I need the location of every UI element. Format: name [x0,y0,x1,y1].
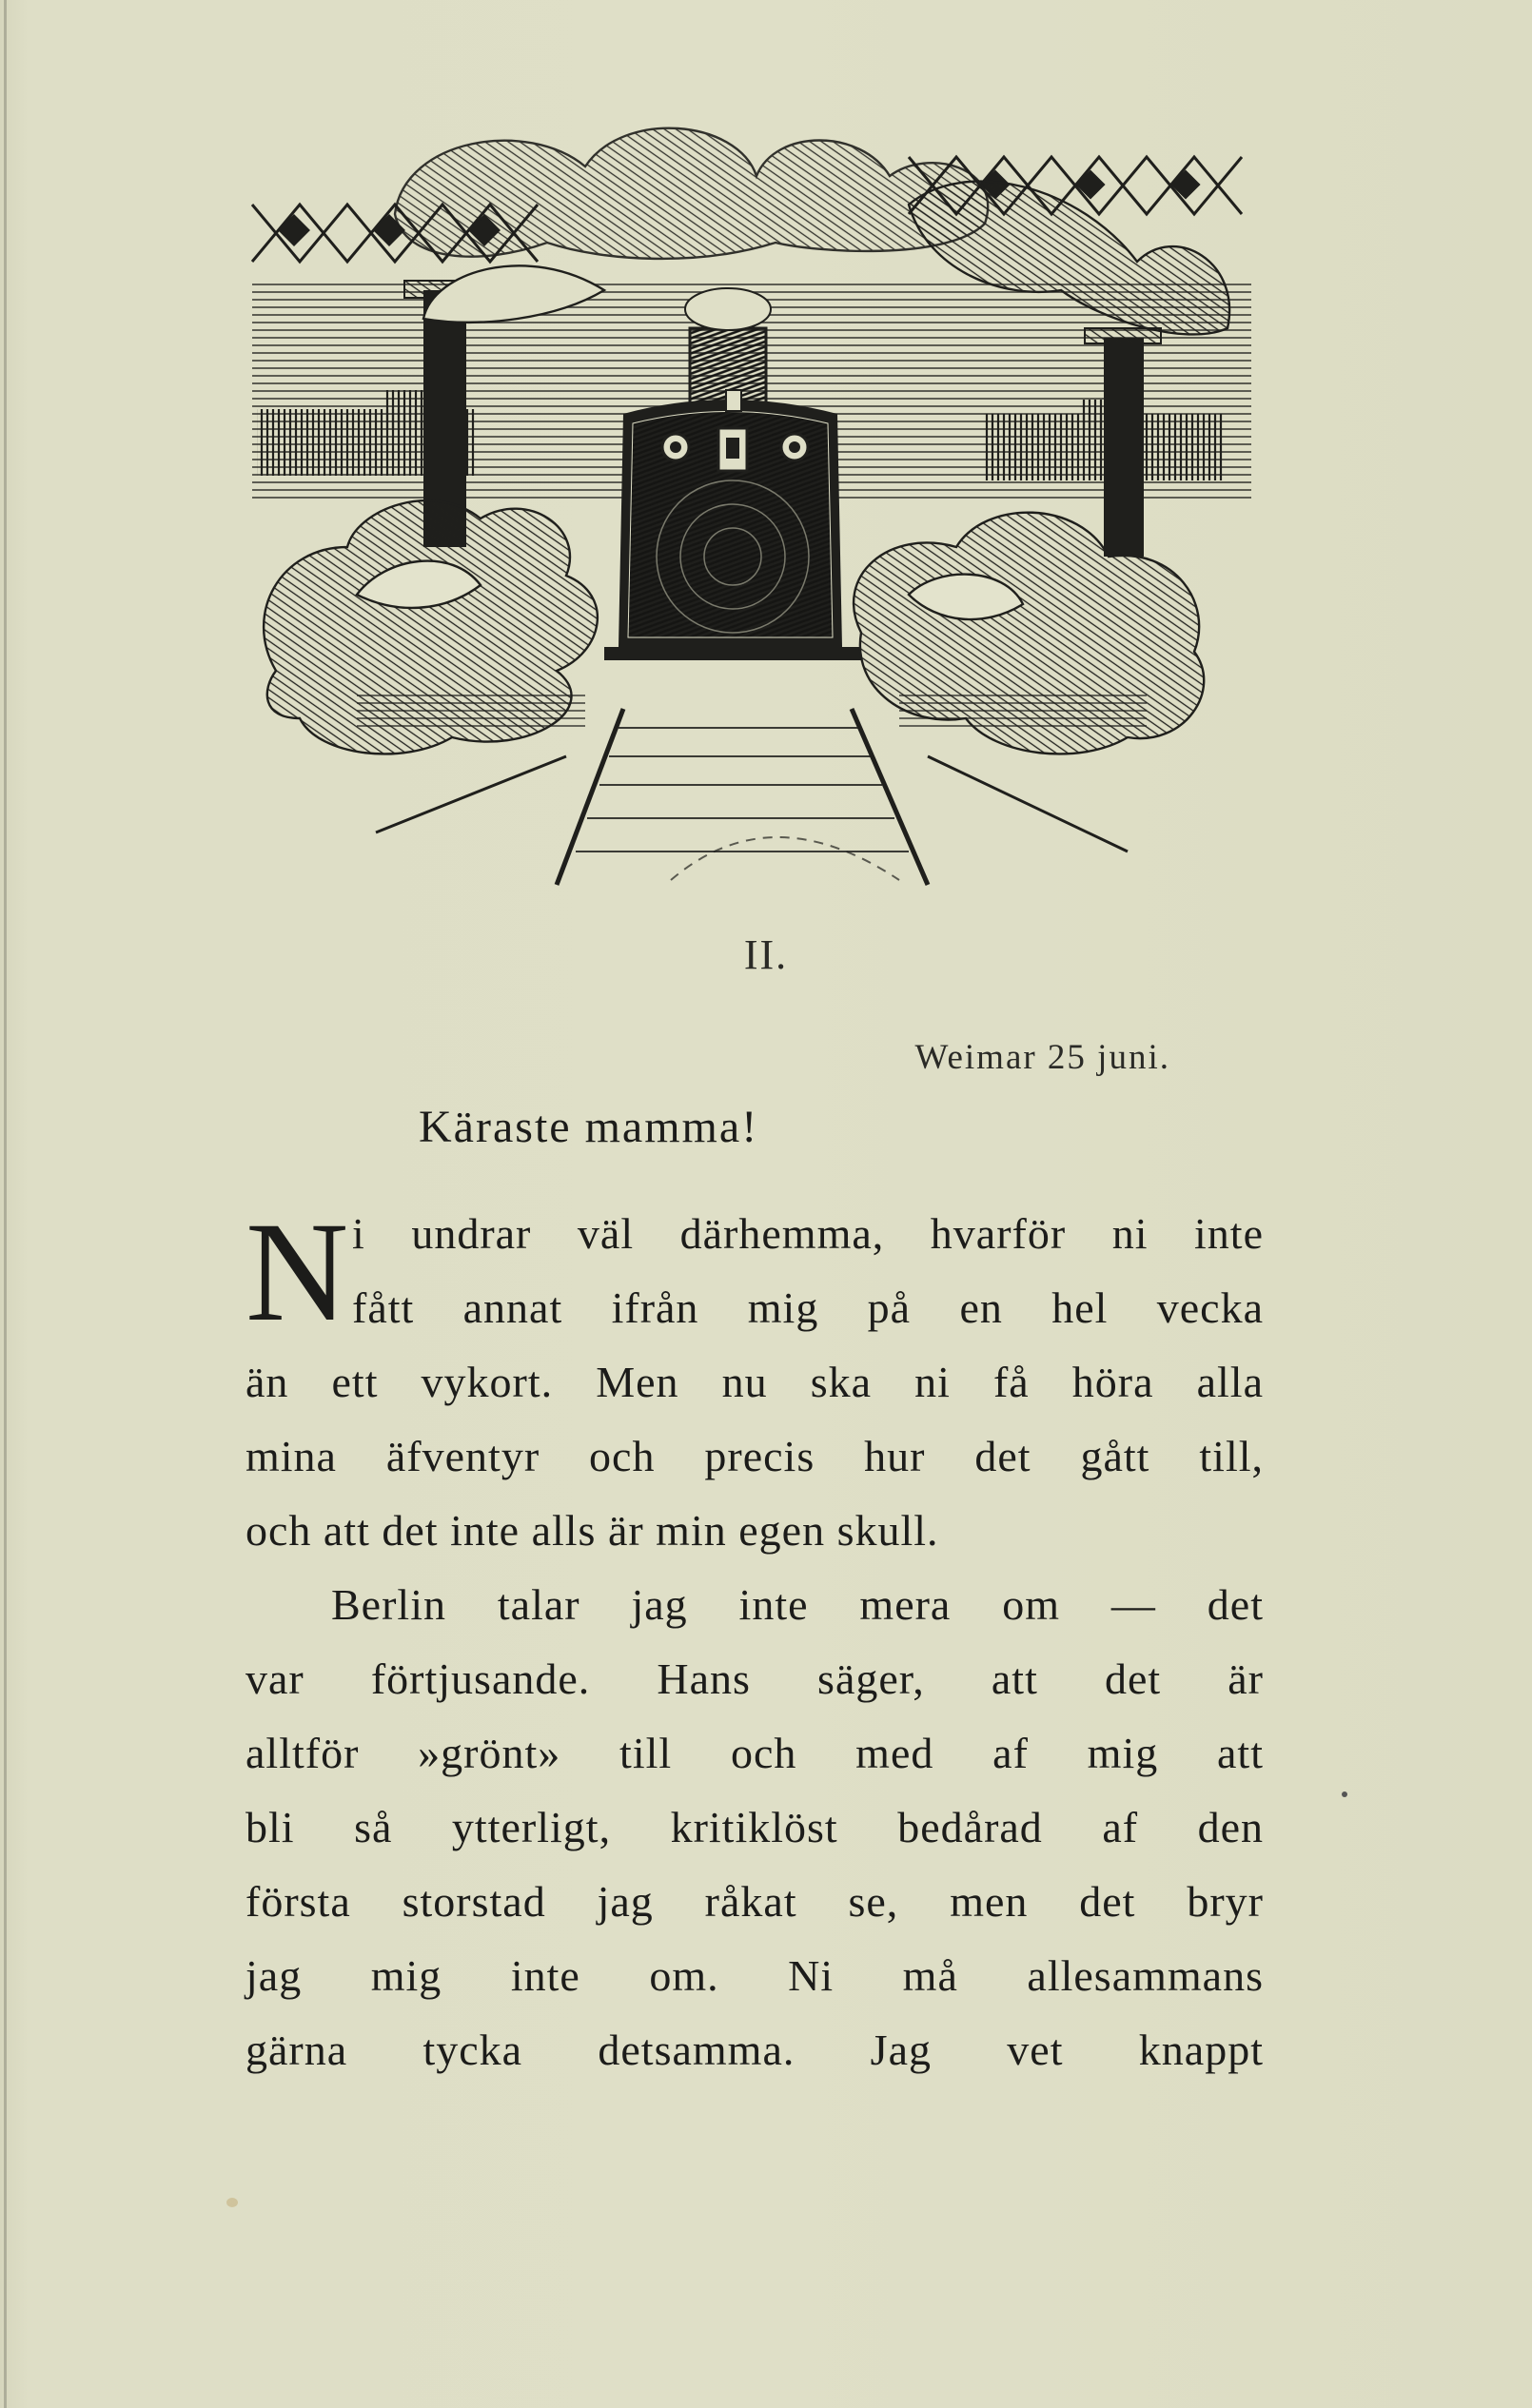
text-line: första storstad jag råkat se, men det bryr [246,1877,1264,1926]
locomotive-body [604,390,861,660]
letter-salutation: Käraste mamma! [419,1102,759,1152]
paper-blot [226,2198,238,2207]
text-line: jag mig inte om. Ni må allesammans [246,1951,1264,2000]
page-gutter-edge [4,0,7,2408]
chapter-numeral: II. [743,931,789,978]
text-line: alltför »grönt» till och med af mig att [246,1729,1264,1777]
text-line: var förtjusande. Hans säger, att det är [246,1654,1264,1703]
text-line: Berlin talar jag inte mera om — det [331,1580,1264,1629]
letter-dateline: Weimar 25 juni. [914,1038,1170,1077]
text-line: mina äfventyr och precis hur det gått till, [246,1432,1264,1480]
text-line: än ett vykort. Men nu ska ni få höra alla [246,1358,1264,1406]
print-speck [1342,1791,1347,1797]
letter-body [246,1193,1264,2087]
drop-cap: N [246,1193,349,1351]
locomotive-illustration [243,100,1266,890]
text-line: i undrar väl därhemma, hvarför ni inte [352,1209,1264,1258]
text-line: gärna tycka detsamma. Jag vet knappt [246,2026,1264,2074]
text-line: fått annat ifrån mig på en hel vecka [352,1283,1264,1332]
text-line: bli så ytterligt, kritiklöst bedårad af den [246,1803,1264,1851]
text-line: och att det inte alls är min egen skull. [246,1506,939,1555]
